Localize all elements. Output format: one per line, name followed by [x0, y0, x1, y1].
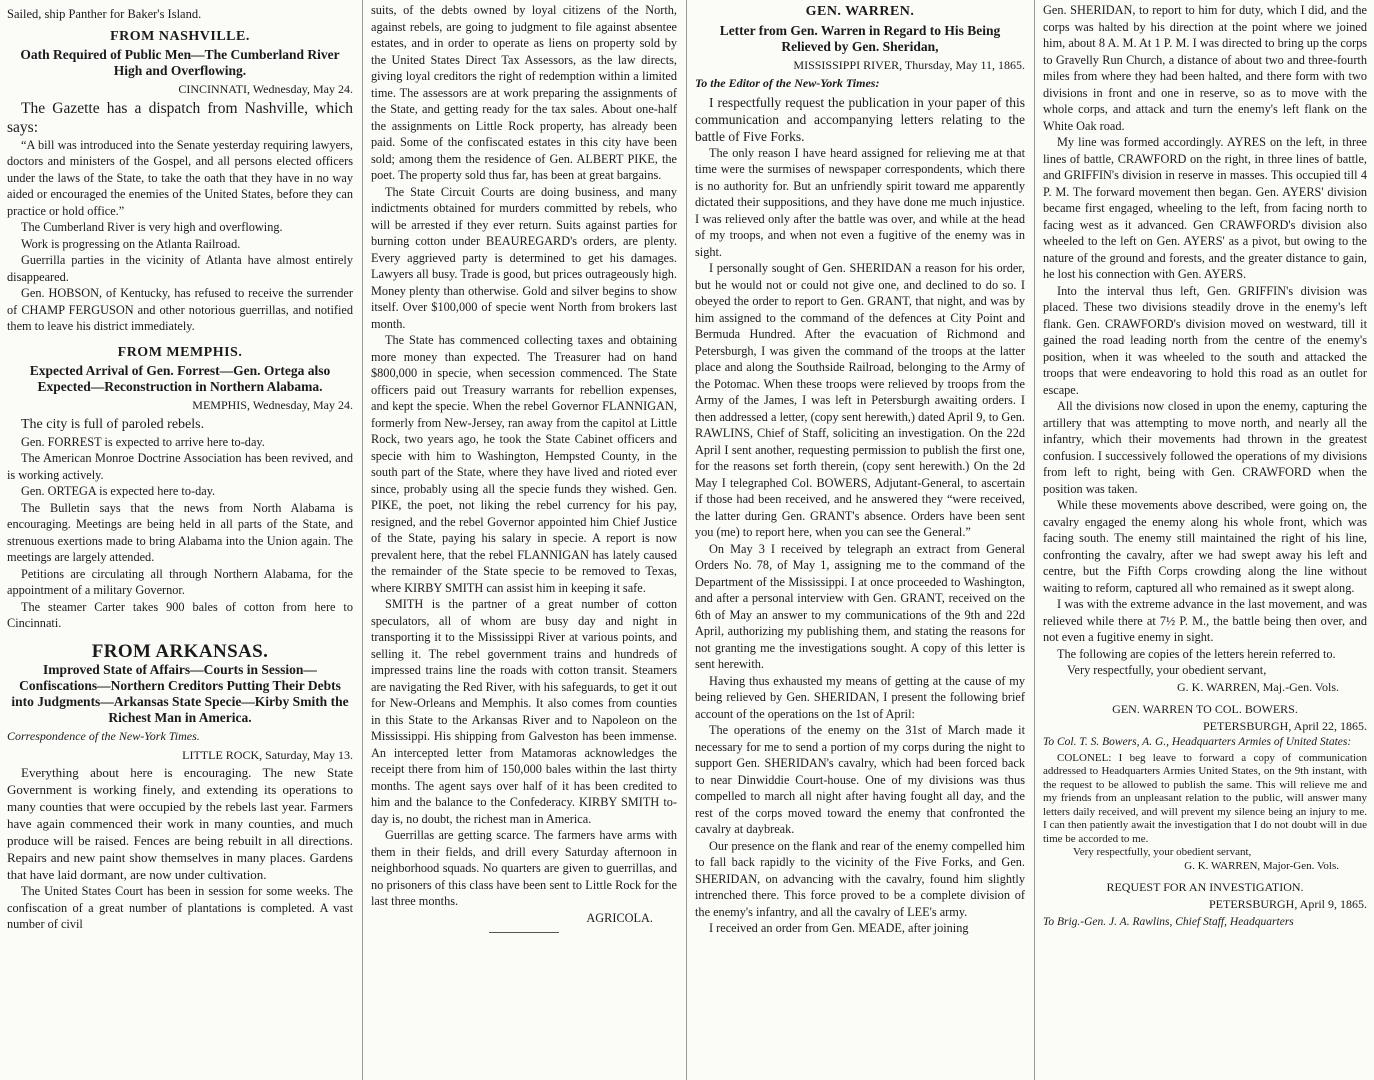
warren-paragraph: The operations of the enemy on the 31st of March made it necessary for me to send a portion of my corps during the night to support Gen. SHERIDAN's cavalry, which had been forced back to near Dinwiddie Court-house. One of my divisions was thus compelled to march all night after having fought all day, and the rest of the corps moved toward the enemy that confronted the cavalry at daybreak.	[695, 723, 1025, 836]
memphis-subhead: Expected Arrival of Gen. Forrest—Gen. Ortega also Expected—Reconstruction in Northern Alabama.	[29, 363, 331, 394]
letter1-signature: G. K. WARREN, Major-Gen. Vols.	[1184, 859, 1339, 872]
warren-continued-paragraph: I was with the extreme advance in the last movement, and was relieved while there at 7½ P. M., the battle being then over, and not even a fugitive enemy in sight.	[1043, 597, 1367, 644]
letter1-addressee: To Col. T. S. Bowers, A. G., Headquarters Armies of United States:	[1043, 736, 1352, 748]
warren-paragraph: Having thus exhausted my means of getting at the cause of my being relieved by Gen. SHERIDAN, I present the following brief account of the operations on the 1st of April:	[695, 673, 1025, 721]
arkansas-continued-paragraph: The State has commenced collecting taxes and obtaining more money than expected. The Treasurer had on hand $800,000 in specie, when secession commenced. The State officers paid out Treasury warrants for rebellion expenses, and kept the specie. When the rebel Governor FLANNIGAN, formerly from New-Jersey, ran away from the capitol at Little Rock, two years ago, he took the State Cabinet officers and specie with him to Washington, Hempsted County, in the south part of the State, where they have lived and rioted ever since, probably using all the specie funds they wished. Gen. PIKE, the poet, not liking the rebel currency for his pay, resigned, and the rebel Governor appointed him Chief Justice of the State, paying his salary in specie. A report is now prevalent here, that the rebel FLANNIGAN has lately caused the remainder of the State specie to be removed to Texas, where KIRBY SMITH can assist him in keeping it safe.	[371, 333, 677, 595]
memphis-paragraph: The Bulletin says that the news from North Alabama is encouraging. Meetings are being held in all parts of the State, and strenuous exertions made to bring Alabama into the Union again. The meetings are largely attended.	[7, 500, 353, 564]
arkansas-paragraph: The United States Court has been in session for some weeks. The confiscation of a great number of plantations is completed. A vast number of civil	[7, 884, 353, 931]
letter1-closing: Very respectfully, your obedient servant,	[1073, 846, 1252, 858]
column-rule	[686, 0, 687, 1080]
warren-paragraph: I respectfully request the publication in your paper of this communication and accompanying letters relating to the battle of Five Forks.	[695, 94, 1025, 144]
warren-paragraph: On May 3 I received by telegraph an extract from General Orders No. 78, of May 1, assigning me to the command of the Department of the Mississippi. I at once proceeded to Washington, and after a personal interview with Gen. GRANT, received on the 6th of May an answer to my communications of the 9th and 22d April, authorizing my publishing them, and stating the reasons for not granting me the investigations sought. A copy of this letter is sent herewith.	[695, 541, 1025, 671]
nashville-paragraph: The Cumberland River is very high and overflowing.	[21, 220, 283, 234]
warren-continued-paragraph: While these movements above described, were going on, the cavalry engaged the enemy along his whole front, which was facing south. The enemy still maintained the right of his line, confronting the cavalry, after we had swept away his left and centre, but the Fifth Corps crowding along the line without waiting to reform, captured all who remained as it swept along.	[1043, 498, 1367, 595]
column-2	[364, 0, 684, 1080]
nashville-paragraph: Gen. HOBSON, of Kentucky, has refused to receive the surrender of CHAMP FERGUSON and other notorious guerrillas, and notified them to leave his district immediately.	[7, 286, 353, 333]
column-4	[1036, 0, 1374, 1080]
arkansas-subhead: Improved State of Affairs—Courts in Session—Confiscations—Northern Creditors Putting Their Debts into Judgments—Arkansas State Specie—Kirby Smith the Richest Man in America.	[11, 662, 349, 725]
warren-continued-paragraph: All the divisions now closed in upon the enemy, capturing the artillery that was attempting to move north, and nearly all the infantry, which their movements had thrown in the greatest confusion. I successively followed the operations of my divisions from left to right, being with Gen. CRAWFORD when the position was taken.	[1043, 399, 1367, 496]
nashville-paragraph: The Gazette has a dispatch from Nashville, which says:	[7, 99, 353, 136]
warren-dateline: MISSISSIPPI RIVER, Thursday, May 11, 1865.	[793, 57, 1025, 72]
memphis-dateline: MEMPHIS, Wednesday, May 24.	[192, 398, 353, 412]
warren-paragraph: Our presence on the flank and rear of the enemy compelled him to fall back rapidly to the vicinity of the Five Forks, and Gen. SHERIDAN, on advancing with the cavalry, found him slightly intrenched there. This force proved to be a complete division of the enemy's infantry, and all the cavalry of LEE's army.	[695, 838, 1025, 919]
arkansas-correspondence: Correspondence of the New-York Times.	[7, 729, 200, 743]
warren-continued-paragraph: Into the interval thus left, Gen. GRIFFIN's division was placed. These two divisions steadily drove in the enemy's left flank. Gen. CRAWFORD's division moved on westward, till it gained the road leading north from the centre of the enemy's position, when it was wheeled to the south and attacked the troops that were endeavoring to hold this road as an outlet for escape.	[1043, 283, 1367, 397]
arkansas-continued-paragraph: suits, of the debts owned by loyal citizens of the North, against rebels, are going to judgment to file against absentee estates, and in order to operate as liens on property sold by the United States Direct Tax Assessors, as the law directs, giving loyal creditors the right of redemption within a limited time. The assessors are at work preparing the assignments of the State, and getting ready for the tax sales. About one-half the assignments on Little Rock property, has already been paid. Some of the confiscated estates in this city have been sold; among them the residence of Gen. ALBERT PIKE, the poet. The property sold thus far, has been at great bargains.	[371, 3, 677, 182]
shipping-note: Sailed, ship Panther for Baker's Island.	[7, 7, 202, 21]
warren-signature: G. K. WARREN, Maj.-Gen. Vols.	[1176, 679, 1339, 694]
nashville-quote: “A bill was introduced into the Senate yesterday requiring lawyers, doctors and ministers of the Gospel, and all persons elected officers under the laws of the State, to take the oath that they have in no way aided or encouraged the enemies of the United States, before they can practice or hold office.”	[7, 137, 353, 218]
letter1-headline: GEN. WARREN TO COL. BOWERS.	[1112, 702, 1298, 716]
nashville-dateline: CINCINNATI, Wednesday, May 24.	[178, 82, 353, 96]
nashville-headline: FROM NASHVILLE.	[110, 28, 250, 44]
arkansas-continued-paragraph: SMITH is the partner of a great number of cotton speculators, all of whom are busy day and night in transporting it to the Mississippi River at various points, and selling it. The rebel government trains and hundreds of impressed trains line the roads with cotton transit. Steamers are navigating the Red River, with his safeguards, to get it out for New-Orleans and Memphis. It also comes from counties in this State to the Arkansas River and to Napoleon on the Mississippi. His shipping from Galveston has been immense. An intercepted letter from Matamoras acknowledges the receipt there from him of 150,000 bales within the last thirty months. The agent says over half of it has been credited to him and the balance to the Confederacy. KIRBY SMITH to-day is, no doubt, the richest man in America.	[371, 597, 677, 826]
letter1-body: COLONEL: I beg leave to forward a copy of communication addressed to Headquarters Armies United States, on the 9th instant, with the request to be allowed to publish the same. This will relieve me and my friends from an unpleasant relation to the public, will answer many letters daily received, and will prevent my silence being an injury to me. I can then patiently await the investigation that I do not doubt will in due time be accorded to me.	[1043, 751, 1367, 845]
author-signature: AGRICOLA.	[586, 910, 653, 925]
warren-continued-paragraph: Gen. SHERIDAN, to report to him for duty, which I did, and the corps was halted by his direction at the point where we joined him, about 8 A. M. At 1 P. M. I was directed to bring up the corps to Gravelly Run Church, a distance of about two and three-fourth miles from where they had been halted, and there form with two divisions in front and one in reserve, so as to move with the whole corps, and attack and turn the enemy's left flank on the White Oak road.	[1043, 3, 1367, 133]
memphis-paragraph: Gen. FORREST is expected to arrive here to-day.	[21, 434, 265, 449]
letter2-headline: REQUEST FOR AN INVESTIGATION.	[1106, 880, 1304, 894]
end-rule	[489, 932, 559, 933]
column-1	[0, 0, 360, 1080]
warren-paragraph: The only reason I have heard assigned for relieving me at that time were the surmises of newspaper correspondents, which there is no authority for. But an unfriendly spirit toward me apparently dictated their suppositions, and they have done me much injustice. I was relieved only after the battle was over, and while at the head of my troops, and when not even a fugitive of the enemy was in sight.	[695, 145, 1025, 259]
arkansas-continued-paragraph: The State Circuit Courts are doing business, and many indictments obtained for murders committed by rebels, who will be arrested if they ever return. Suits against parties for burning cotton under BEAUREGARD's orders, are plenty. Every aggrieved party is determined to get his damages. Lawyers all busy. Trade is good, but prices outrageously high. Money plenty than otherwise. Gold and silver begins to show itself. Over $100,000 of specie went North from brokers last month.	[371, 184, 677, 331]
nashville-paragraph: Guerrilla parties in the vicinity of Atlanta have almost entirely disappeared.	[7, 253, 353, 284]
nashville-subhead: Oath Required of Public Men—The Cumberland River High and Overflowing.	[20, 47, 340, 78]
column-rule	[362, 0, 363, 1080]
memphis-paragraph: Gen. ORTEGA is expected here to-day.	[21, 484, 216, 498]
arkansas-headline: FROM ARKANSAS.	[91, 640, 269, 662]
warren-headline: GEN. WARREN.	[805, 4, 915, 19]
column-rule	[1034, 0, 1035, 1080]
nashville-paragraph: Work is progressing on the Atlanta Railroad.	[21, 236, 241, 251]
warren-paragraph: I personally sought of Gen. SHERIDAN a reason for his order, but he would not or could not give one, and declined to do so. I obeyed the order to report to Gen. GRANT, that night, and was by him assigned to the command of the defences at City Point and Bermuda Hundred. After the evacuation of Richmond and Petersburgh, I was given the command of the troops at the latter place and along the Southside Railroad, belonging to the Army of the Potomac. When these troops were relieved by troops from the Army of the James, I was left in Petersburgh awaiting orders. I then addressed a letter, (copy sent herewith,) dated April 9, to Gen. RAWLINS, Chief of Staff, soliciting an investigation. On the 22d April I sent another, requesting permission to publish the first one, for the reasons set forth therein, (copy sent herewith.) On the 2d May I telegraphed Col. BOWERS, Adjutant-General, to ascertain if those had been received, and he answered they “were received, the latter during Gen. GRANT's absence. Orders have been sent you (me) to report here, when you can see the General.”	[695, 261, 1025, 539]
memphis-paragraph: The city is full of paroled rebels.	[21, 416, 205, 432]
memphis-headline: FROM MEMPHIS.	[117, 344, 243, 360]
letter2-addressee: To Brig.-Gen. J. A. Rawlins, Chief Staff, Headquarters	[1043, 916, 1294, 928]
memphis-paragraph: The steamer Carter takes 900 bales of cotton from here to Cincinnati.	[7, 599, 353, 630]
arkansas-paragraph: Everything about here is encouraging. The new State Government is working finely, and extending its operations to many counties that were occupied by the rebels last year. Farmers have again commenced their work in many counties, and much produce will be raised. Fences are being rebuilt in all directions. Repairs and new paint show themselves in many places. Gardens that have laid dormant, are now under cultivation.	[7, 765, 353, 882]
warren-paragraph: I received an order from Gen. MEADE, after joining	[709, 921, 969, 935]
warren-salutation: To the Editor of the New-York Times:	[695, 76, 880, 90]
memphis-paragraph: Petitions are circulating all through Northern Alabama, for the appointment of a military Governor.	[7, 566, 353, 597]
memphis-paragraph: The American Monroe Doctrine Association has been revived, and is working actively.	[7, 451, 353, 482]
arkansas-dateline: LITTLE ROCK, Saturday, May 13.	[182, 747, 353, 762]
letter2-dateline: PETERSBURGH, April 9, 1865.	[1208, 896, 1367, 911]
letter-closing: Very respectfully, your obedient servant,	[1067, 663, 1267, 677]
warren-continued-paragraph: My line was formed accordingly. AYRES on the left, in three lines of battle, CRAWFORD on the right, in three lines of battle, and GRIFFIN's division in reserve in masses. This occupied till 4 P. M. The forward movement then began. Gen. AYERS' division became first engaged, wheeling to the left, from facing north to facing west as it advanced. Gen CRAWFORD's division also wheeled to the left on Gen. AYERS' as a pivot, but owing to the nature of the ground and forests, and the greater distance to gain, he lost his connection with Gen. AYERS.	[1043, 135, 1367, 281]
letter1-dateline: PETERSBURGH, April 22, 1865.	[1202, 718, 1367, 733]
warren-continued-paragraph: The following are copies of the letters herein referred to.	[1057, 646, 1336, 661]
warren-subhead: Letter from Gen. Warren in Regard to His Being Relieved by Gen. Sheridan,	[719, 22, 1001, 54]
arkansas-continued-paragraph: Guerrillas are getting scarce. The farmers have arms with them in their fields, and drill every Saturday afternoon in neighborhood squads. No quarters are given to guerrillas, and no prisoners of this class have been sent to Little Rock for the last three months.	[371, 828, 677, 908]
column-3	[688, 0, 1032, 1080]
